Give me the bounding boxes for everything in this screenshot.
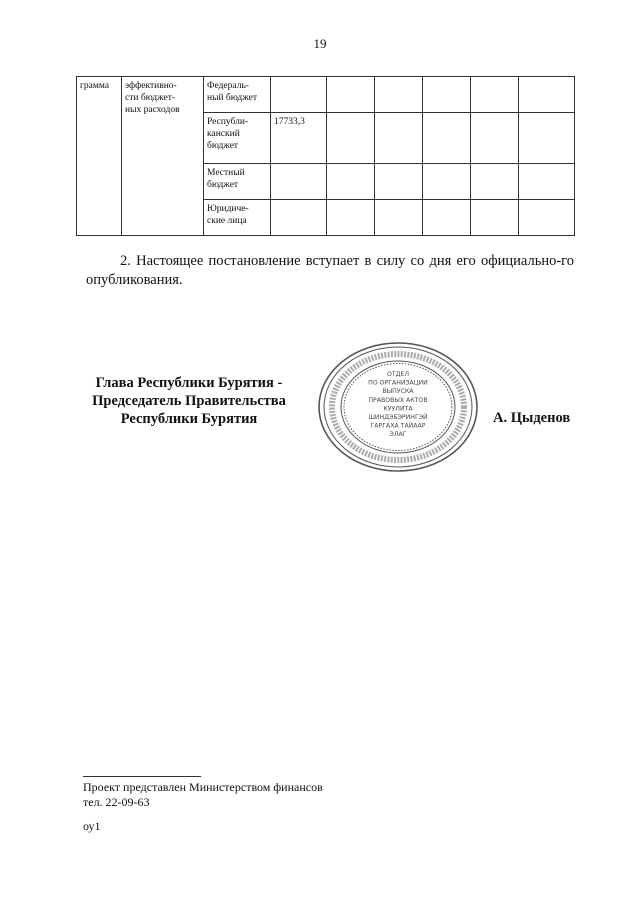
value-cell [271, 164, 327, 200]
table-row [77, 77, 575, 113]
seal-text-line: ГАРГАХА ТАЙААР [370, 422, 426, 430]
seal-text-line: ПРАВОВЫХ АКТОВ [368, 396, 428, 404]
value-cell [271, 200, 327, 236]
source-cell: Республи- канский бюджет [204, 113, 271, 164]
source-cell: Федераль- ный бюджет [204, 77, 271, 113]
value-cell: 17733,3 [271, 113, 327, 164]
signatory-title: Глава Республики Бурятия - Председатель Правительства Республики Бурятия [92, 375, 286, 427]
seal-text-line: КУУЛИТА [383, 405, 413, 413]
source-cell: Местный бюджет [204, 164, 271, 200]
program-cell: грамма [77, 77, 122, 236]
value-cell [271, 77, 327, 113]
footer-note: Проект представлен Министерством финансов тел. 22-09-63 оу1 [83, 780, 323, 833]
indicator-cell: эффективно- сти бюджет- ных расходов [122, 77, 204, 236]
source-cell: Юридиче- ские лица [204, 200, 271, 236]
seal-text-line: ОТДЕЛ [386, 371, 410, 378]
body-paragraph: 2. Настоящее постановление вступает в силу со дня его официально-го опубликования. [86, 253, 574, 288]
seal-text-line: ЭЛАГ [389, 431, 407, 439]
seal-text-line: ШИНДЭБЭРИНГЭЙ [368, 414, 428, 421]
seal-text-line: ПО ОРГАНИЗАЦИИ [368, 379, 428, 387]
official-seal-stamp [316, 340, 480, 474]
footer-divider [83, 776, 201, 777]
seal-text-line: ВЫПУСКА [382, 388, 414, 396]
signatory-name: А. Цыденов [493, 410, 571, 426]
budget-table [76, 76, 575, 236]
page-number: 19 [313, 36, 327, 51]
